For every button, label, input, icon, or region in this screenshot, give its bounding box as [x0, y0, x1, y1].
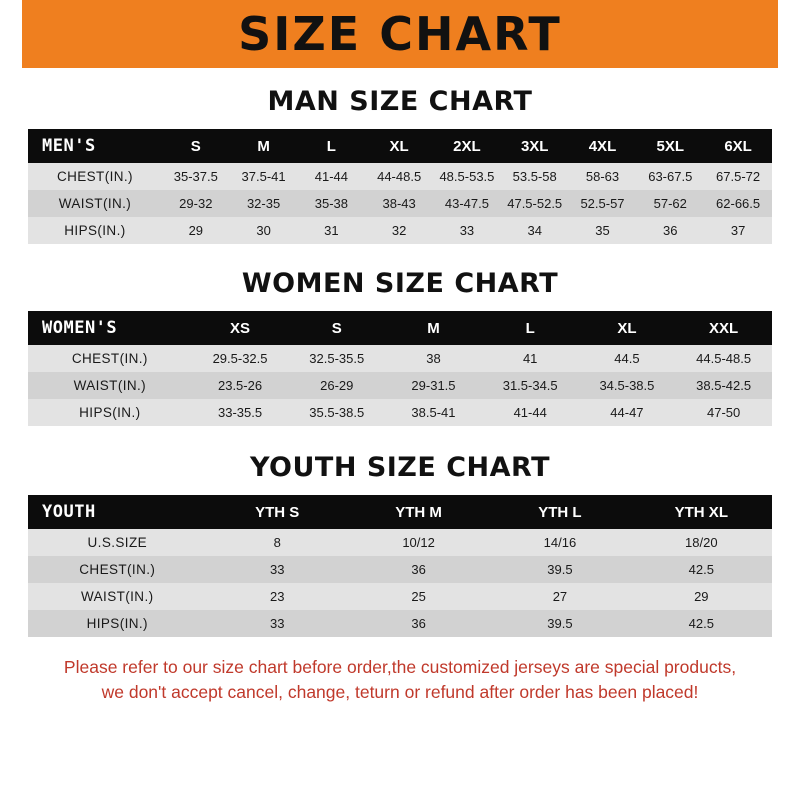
note-line-1: Please refer to our size chart before order,the customized jerseys are special products, — [63, 657, 737, 677]
table-cell: 41 — [482, 345, 579, 372]
table-cell: 36 — [348, 556, 489, 583]
column-header: XL — [365, 129, 433, 163]
row-label: HIPS(IN.) — [28, 399, 192, 426]
table-cell: 38.5-41 — [385, 399, 482, 426]
table-cell: 42.5 — [631, 610, 772, 637]
table-header-row — [28, 495, 772, 529]
row-label: CHEST(IN.) — [28, 163, 162, 190]
banner-stripe-left — [0, 0, 22, 68]
size-table-man — [28, 129, 772, 244]
table-cell: 36 — [348, 610, 489, 637]
column-header: YTH L — [489, 495, 630, 529]
row-label: WAIST(IN.) — [28, 190, 162, 217]
row-label: U.S.SIZE — [28, 529, 207, 556]
table-cell: 32-35 — [230, 190, 298, 217]
column-header: XL — [579, 311, 676, 345]
table-cell: 44.5-48.5 — [675, 345, 772, 372]
table-cell: 41-44 — [482, 399, 579, 426]
table-cell: 36 — [636, 217, 704, 244]
table-cell: 33-35.5 — [192, 399, 289, 426]
table-cell: 35 — [569, 217, 637, 244]
column-header: S — [162, 129, 230, 163]
table-cell: 33 — [207, 610, 348, 637]
column-header: YTH S — [207, 495, 348, 529]
table-cell: 58-63 — [569, 163, 637, 190]
table-row — [28, 556, 772, 583]
section-title-youth: YOUTH SIZE CHART — [249, 452, 551, 483]
table-cell: 29-31.5 — [385, 372, 482, 399]
table-row — [28, 372, 772, 399]
column-header: S — [288, 311, 385, 345]
table-cell: 39.5 — [489, 610, 630, 637]
row-label: WAIST(IN.) — [28, 583, 207, 610]
table-cell: 34.5-38.5 — [579, 372, 676, 399]
table-cell: 47.5-52.5 — [501, 190, 569, 217]
table-cell: 14/16 — [489, 529, 630, 556]
table-cell: 31 — [297, 217, 365, 244]
table-row — [28, 583, 772, 610]
table-row — [28, 163, 772, 190]
table-cell: 18/20 — [631, 529, 772, 556]
table-row — [28, 610, 772, 637]
table-row — [28, 529, 772, 556]
table-cell: 32.5-35.5 — [288, 345, 385, 372]
table-cell: 38 — [385, 345, 482, 372]
table-cell: 43-47.5 — [433, 190, 501, 217]
column-header: 4XL — [569, 129, 637, 163]
table-cell: 44-47 — [579, 399, 676, 426]
order-policy-note — [22, 655, 778, 706]
section-title-man: MAN SIZE CHART — [267, 86, 533, 117]
table-cell: 29.5-32.5 — [192, 345, 289, 372]
table-cell: 63-67.5 — [636, 163, 704, 190]
header-banner — [0, 0, 800, 68]
banner-stripe-right — [778, 0, 800, 68]
table-cell: 23 — [207, 583, 348, 610]
table-cell: 29-32 — [162, 190, 230, 217]
column-header: 5XL — [636, 129, 704, 163]
table-cell: 37 — [704, 217, 772, 244]
table-cell: 30 — [230, 217, 298, 244]
row-label: WAIST(IN.) — [28, 372, 192, 399]
column-header: L — [297, 129, 365, 163]
row-label: HIPS(IN.) — [28, 610, 207, 637]
table-cell: 44-48.5 — [365, 163, 433, 190]
chart-wrap-women — [0, 311, 800, 426]
chart-wrap-youth — [0, 495, 800, 637]
table-cell: 10/12 — [348, 529, 489, 556]
table-cell: 35-37.5 — [162, 163, 230, 190]
table-cell: 34 — [501, 217, 569, 244]
table-cell: 32 — [365, 217, 433, 244]
column-header: YOUTH — [28, 495, 207, 529]
row-label: CHEST(IN.) — [28, 556, 207, 583]
table-cell: 62-66.5 — [704, 190, 772, 217]
column-header: XS — [192, 311, 289, 345]
table-cell: 26-29 — [288, 372, 385, 399]
page-title: SIZE CHART — [238, 7, 562, 61]
table-cell: 35-38 — [297, 190, 365, 217]
table-cell: 52.5-57 — [569, 190, 637, 217]
column-header: YTH XL — [631, 495, 772, 529]
table-cell: 41-44 — [297, 163, 365, 190]
table-cell: 29 — [162, 217, 230, 244]
table-cell: 47-50 — [675, 399, 772, 426]
row-label: CHEST(IN.) — [28, 345, 192, 372]
row-label: HIPS(IN.) — [28, 217, 162, 244]
size-table-women — [28, 311, 772, 426]
table-cell: 57-62 — [636, 190, 704, 217]
table-header-row — [28, 129, 772, 163]
table-cell: 23.5-26 — [192, 372, 289, 399]
table-row — [28, 217, 772, 244]
table-cell: 27 — [489, 583, 630, 610]
table-cell: 38.5-42.5 — [675, 372, 772, 399]
column-header: M — [385, 311, 482, 345]
note-line-2: we don't accept cancel, change, teturn or refund after order has been placed! — [101, 682, 699, 703]
column-header: 6XL — [704, 129, 772, 163]
table-cell: 53.5-58 — [501, 163, 569, 190]
table-header-row — [28, 311, 772, 345]
table-cell: 33 — [433, 217, 501, 244]
table-cell: 35.5-38.5 — [288, 399, 385, 426]
table-row — [28, 345, 772, 372]
column-header: L — [482, 311, 579, 345]
chart-wrap-man — [0, 129, 800, 244]
table-cell: 37.5-41 — [230, 163, 298, 190]
table-cell: 31.5-34.5 — [482, 372, 579, 399]
table-cell: 33 — [207, 556, 348, 583]
section-title-women: WOMEN SIZE CHART — [241, 268, 559, 299]
column-header: XXL — [675, 311, 772, 345]
table-cell: 38-43 — [365, 190, 433, 217]
column-header: YTH M — [348, 495, 489, 529]
column-header: 3XL — [501, 129, 569, 163]
column-header: MEN'S — [28, 129, 162, 163]
table-cell: 67.5-72 — [704, 163, 772, 190]
table-cell: 8 — [207, 529, 348, 556]
table-row — [28, 399, 772, 426]
table-cell: 29 — [631, 583, 772, 610]
column-header: 2XL — [433, 129, 501, 163]
table-cell: 25 — [348, 583, 489, 610]
table-cell: 39.5 — [489, 556, 630, 583]
table-cell: 44.5 — [579, 345, 676, 372]
table-row — [28, 190, 772, 217]
column-header: M — [230, 129, 298, 163]
column-header: WOMEN'S — [28, 311, 192, 345]
table-cell: 42.5 — [631, 556, 772, 583]
table-cell: 48.5-53.5 — [433, 163, 501, 190]
size-table-youth — [28, 495, 772, 637]
